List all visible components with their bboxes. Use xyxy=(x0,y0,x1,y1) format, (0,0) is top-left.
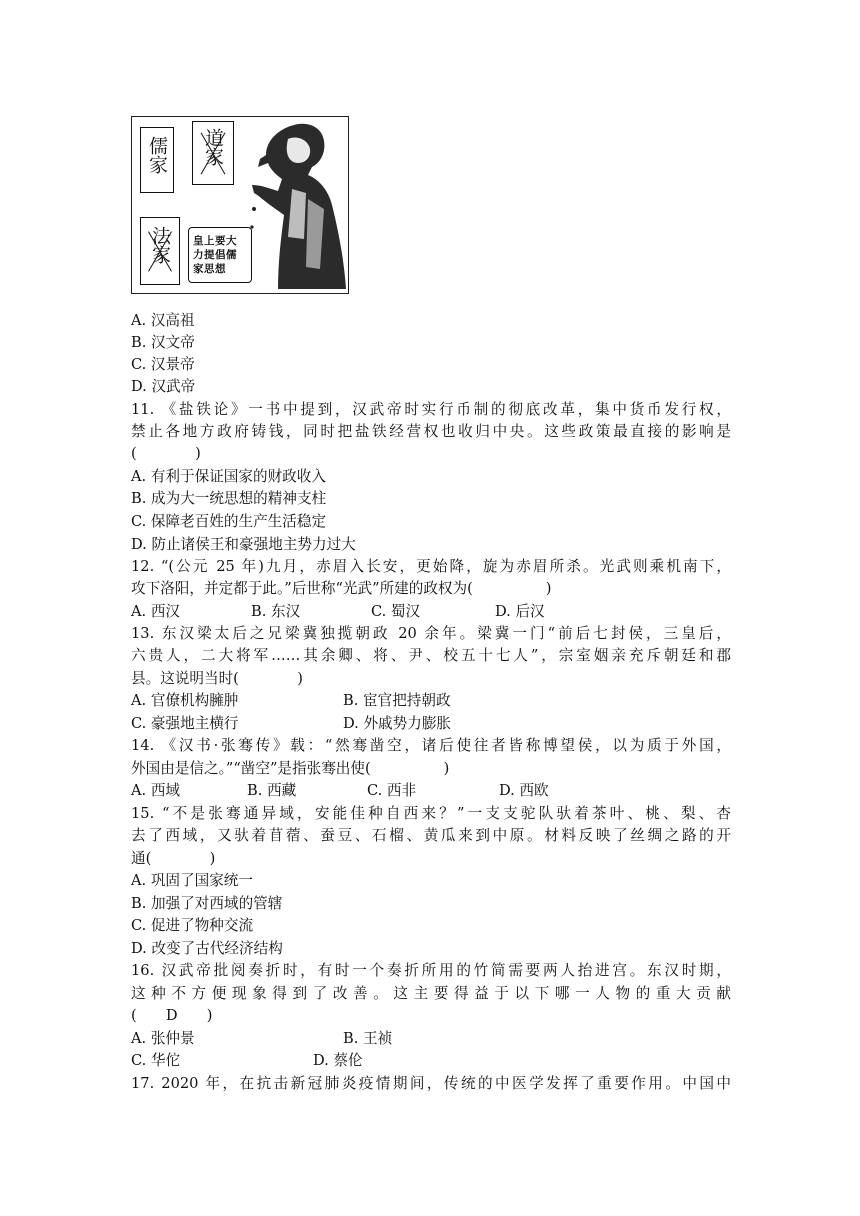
cartoon-illustration xyxy=(131,116,349,294)
q16-options-row1 xyxy=(131,1028,392,1051)
q12-options xyxy=(131,601,545,624)
q14-stem-line2: 外国由是信之。”“凿空”是指张骞出使( ) xyxy=(131,760,450,777)
q10-option-d: D. 汉武帝 xyxy=(131,378,196,395)
q13-option-b: B. 宦官把持朝政 xyxy=(343,692,451,709)
q16-stem-line1: 16. 汉武帝批阅奏折时，有时一个奏折所用的竹简需要两人抬进宫。东汉时期， xyxy=(131,962,731,979)
speech-bubble xyxy=(188,227,252,283)
q11-stem-line2: 禁止各地方政府铸钱，同时把盐铁经营权也收归中央。这些政策最直接的影响是 xyxy=(131,423,731,440)
q15-option-b: B. 加强了对西域的管辖 xyxy=(131,895,283,912)
q13-options-row2 xyxy=(131,713,451,736)
daojia-box-crossed xyxy=(192,121,234,185)
q15-stem-line1: 15. “不是张骞通异域，安能佳种自西来？”一支支驼队驮着茶叶、桃、梨、杏 xyxy=(131,805,731,822)
q12-option-d: D. 后汉 xyxy=(495,603,545,620)
q16-option-b: B. 王祯 xyxy=(343,1030,393,1047)
q15-stem-line3: 通( ) xyxy=(131,850,216,867)
q11-option-c: C. 保障老百姓的生产生活稳定 xyxy=(131,513,327,530)
q14-stem-line1: 14. 《汉书·张骞传》载：“然骞凿空，诸后使往者皆称博望侯，以为质于外国， xyxy=(131,737,731,754)
q12-option-c: C. 蜀汉 xyxy=(371,603,421,620)
q17-stem-line1: 17. 2020 年，在抗击新冠肺炎疫情期间，传统的中医学发挥了重要作用。中国中 xyxy=(131,1075,731,1092)
fajia-box-crossed xyxy=(140,217,180,285)
q11-option-d: D. 防止诸侯王和豪强地主势力过大 xyxy=(131,536,356,553)
q13-option-d: D. 外戚势力膨胀 xyxy=(343,715,452,732)
q13-stem-line1: 13. 东汉梁太后之兄梁冀独揽朝政 20 余年。梁冀一门“前后七封侯，三皇后， xyxy=(131,625,731,642)
q14-option-a: A. 西域 xyxy=(131,782,181,799)
q13-option-a: A. 官僚机构臃肿 xyxy=(131,692,239,709)
speech-bubble-text: 皇上要大力提倡儒家思想 xyxy=(193,235,237,275)
q11-blank: ( ) xyxy=(131,445,201,462)
q10-option-a: A. 汉高祖 xyxy=(131,312,195,329)
q14-option-d: D. 西欧 xyxy=(499,782,549,799)
fajia-text: 法家 xyxy=(149,226,171,264)
rujia-text: 儒家 xyxy=(146,136,168,174)
q10-option-c: C. 汉景帝 xyxy=(131,356,195,373)
q13-stem-line2: 六贵人，二大将军……其余卿、将、尹、校五十七人”，宗室姻亲充斥朝廷和郡 xyxy=(131,647,731,664)
q11-stem-line1: 11. 《盐铁论》一书中提到，汉武帝时实行币制的彻底改革，集中货币发行权， xyxy=(131,401,731,418)
q16-option-a: A. 张仲景 xyxy=(131,1030,195,1047)
q16-answer-blank: ( D ) xyxy=(131,1007,213,1024)
q14-options xyxy=(131,780,549,803)
q12-option-b: B. 东汉 xyxy=(251,603,301,620)
q10-option-b: B. 汉文帝 xyxy=(131,334,195,351)
q15-option-a: A. 巩固了国家统一 xyxy=(131,872,253,889)
q12-stem-line2: 攻下洛阳，并定都于此。”后世称“光武”所建的政权为( ) xyxy=(131,580,552,597)
q14-option-c: C. 西非 xyxy=(367,782,417,799)
q12-option-a: A. 西汉 xyxy=(131,603,181,620)
q15-option-c: C. 促进了物种交流 xyxy=(131,917,254,934)
daojia-text: 道家 xyxy=(202,128,224,166)
q11-option-b: B. 成为大一统思想的精神支柱 xyxy=(131,490,327,507)
q12-stem-line1: 12. “(公元 25 年)九月，赤眉入长安，更始降，旋为赤眉所杀。光武则乘机南下， xyxy=(131,558,731,575)
q14-option-b: B. 西藏 xyxy=(247,782,297,799)
q16-stem-line2: 这种不方便现象得到了改善。这主要得益于以下哪一人物的重大贡献 xyxy=(131,985,731,1002)
q16-option-d: D. 蔡伦 xyxy=(313,1052,363,1069)
q16-option-c: C. 华佗 xyxy=(131,1052,181,1069)
q15-option-d: D. 改变了古代经济结构 xyxy=(131,940,283,957)
q13-stem-line3: 县。这说明当时( ) xyxy=(131,670,303,687)
q11-option-a: A. 有利于保证国家的财政收入 xyxy=(131,468,326,485)
scholar-figure-icon xyxy=(248,119,348,291)
q13-option-c: C. 豪强地主横行 xyxy=(131,715,239,732)
rujia-box xyxy=(140,127,174,193)
q15-stem-line2: 去了西域，又驮着苜蓿、蚕豆、石榴、黄瓜来到中原。材料反映了丝绸之路的开 xyxy=(131,827,731,844)
q13-options-row1 xyxy=(131,690,451,713)
q16-options-row2 xyxy=(131,1050,363,1073)
